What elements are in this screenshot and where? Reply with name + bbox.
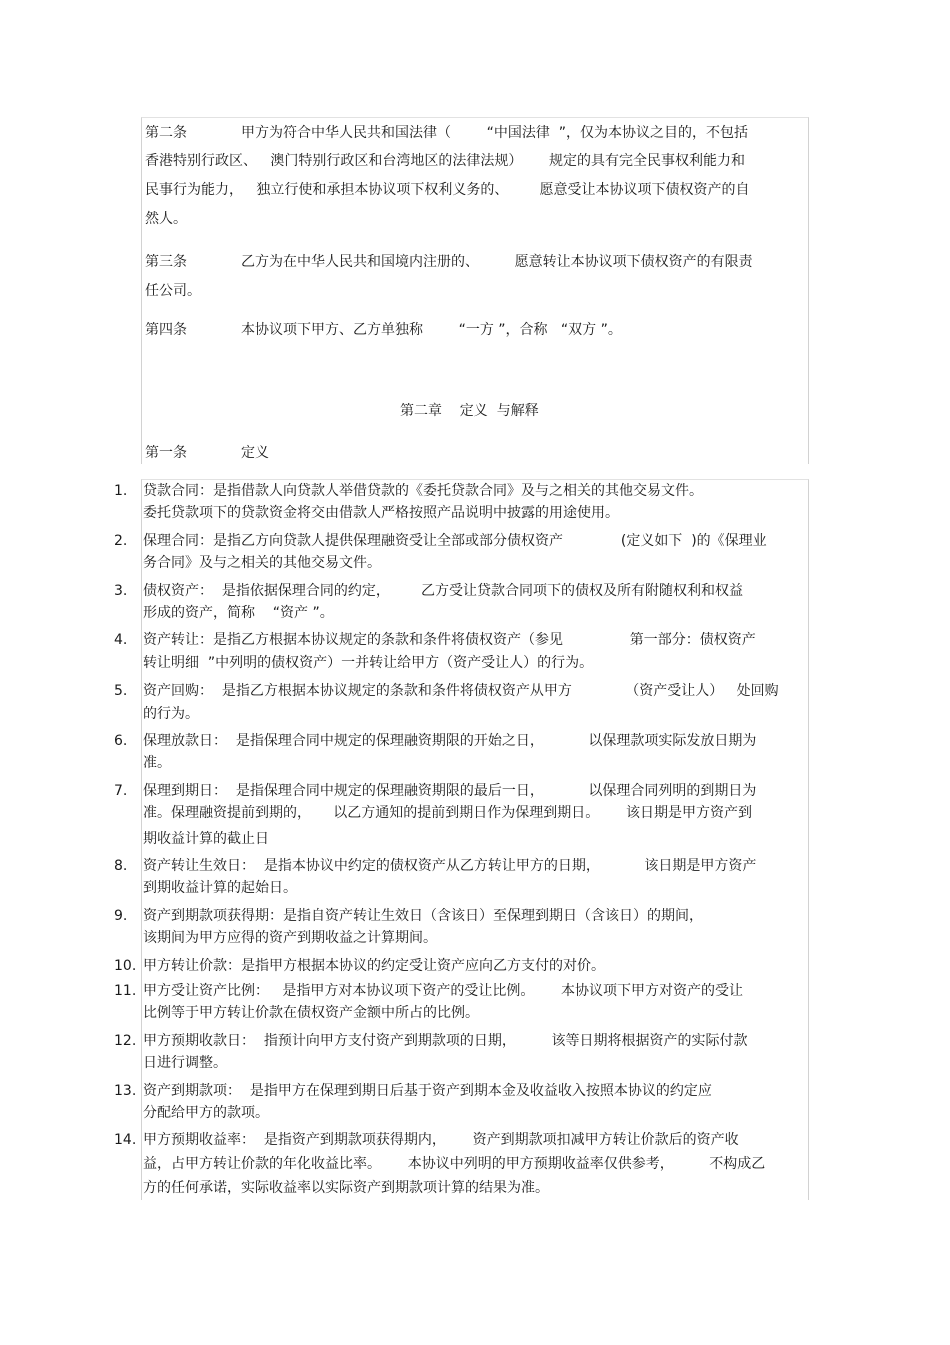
- item-number: 13.: [114, 1083, 137, 1099]
- item-text-line: 准。保理融资提前到期的， 以乙方通知的提前到期日作为保理到期日。 该日期是甲方资产到: [143, 805, 752, 821]
- item-text-line: 期收益计算的截止日: [143, 831, 269, 847]
- item-text-line: 保理到期日： 是指保理合同中规定的保理融资期限的最后一日， 以保理合同列明的到期日为: [143, 783, 757, 799]
- item-text-line: 比例等于甲方转让价款在债权资产金额中所占的比例。: [143, 1005, 479, 1021]
- item-text-line: 甲方预期收益率： 是指资产到期款项获得期内， 资产到期款项扣减甲方转让价款后的资产收: [143, 1132, 739, 1148]
- item-text-line: 资产转让生效日： 是指本协议中约定的债权资产从乙方转让甲方的日期， 该日期是甲方资产: [143, 858, 757, 874]
- item-text-line: 委托贷款项下的贷款资金将交由借款人严格按照产品说明中披露的用途使用。: [143, 505, 619, 521]
- article-text-line: 民事行为能力， 独立行使和承担本协议项下权利义务的、 愿意受让本协议项下债权资产的自: [145, 182, 750, 198]
- item-text-line: 到期收益计算的起始日。: [143, 880, 297, 896]
- item-text-line: 保理放款日： 是指保理合同中规定的保理融资期限的开始之日， 以保理款项实际发放日期为: [143, 733, 757, 749]
- item-text-line: 准。: [143, 755, 171, 771]
- item-text-line: 资产到期款项： 是指甲方在保理到期日后基于资产到期本金及收益收入按照本协议的约定应: [143, 1083, 712, 1099]
- item-text-line: 该期间为甲方应得的资产到期收益之计算期间。: [143, 930, 437, 946]
- item-text-line: 甲方转让价款：是指甲方根据本协议的约定受让资产应向乙方支付的对价。: [143, 958, 605, 974]
- article-text-line: 乙方为在中华人民共和国境内注册的、 愿意转让本协议项下债权资产的有限责: [241, 254, 753, 270]
- item-number: 9.: [114, 908, 128, 924]
- article-text-line: 甲方为符合中华人民共和国法律（ “中国法律 ”，仅为本协议之目的，不包括: [241, 125, 749, 141]
- item-number: 4.: [114, 632, 128, 648]
- article-label: 第四条: [145, 322, 187, 338]
- item-text-line: 转让明细 ”中列明的债权资产）一并转让给甲方（资产受让人）的行为。: [143, 655, 594, 671]
- section-title: 定义: [241, 445, 269, 461]
- article-text-line: 任公司。: [145, 283, 201, 299]
- item-number: 3.: [114, 583, 128, 599]
- item-number: 7.: [114, 783, 128, 799]
- item-number: 2.: [114, 533, 128, 549]
- item-text-line: 保理合同：是指乙方向贷款人提供保理融资受让全部或部分债权资产 (定义如下 )的《保理业: [143, 533, 767, 549]
- item-number: 14.: [114, 1132, 137, 1148]
- section-label: 第一条: [145, 445, 187, 461]
- item-text-line: 方的任何承诺，实际收益率以实际资产到期款项计算的结果为准。: [143, 1180, 549, 1196]
- article-text-line: 本协议项下甲方、乙方单独称 “一方 ”，合称 “双方 ”。: [241, 322, 622, 338]
- item-number: 5.: [114, 683, 128, 699]
- article-label: 第三条: [145, 254, 187, 270]
- item-text-line: 债权资产： 是指依据保理合同的约定， 乙方受让贷款合同项下的债权及所有附随权利和权益: [143, 583, 744, 599]
- item-text-line: 务合同》及与之相关的其他交易文件。: [143, 555, 381, 571]
- item-text-line: 日进行调整。: [143, 1055, 227, 1071]
- item-text-line: 资产回购： 是指乙方根据本协议规定的条款和条件将债权资产从甲方 （资产受让人） 处回购: [143, 683, 779, 699]
- item-text-line: 甲方受让资产比例： 是指甲方对本协议项下资产的受让比例。 本协议项下甲方对资产的受让: [143, 983, 744, 999]
- item-text-line: 益，占甲方转让价款的年化收益比率。 本协议中列明的甲方预期收益率仅供参考， 不构成乙: [143, 1156, 766, 1172]
- item-number: 6.: [114, 733, 128, 749]
- chapter-title: 第二章 定义 与解释: [400, 403, 539, 419]
- item-text-line: 贷款合同：是指借款人向贷款人举借贷款的《委托贷款合同》及与之相关的其他交易文件。: [143, 483, 703, 499]
- item-text-line: 的行为。: [143, 706, 199, 722]
- item-text-line: 分配给甲方的款项。: [143, 1105, 269, 1121]
- item-number: 10.: [114, 958, 137, 974]
- article-text-line: 香港特别行政区、 澳门特别行政区和台湾地区的法律法规） 规定的具有完全民事权利能力和: [145, 153, 746, 169]
- item-text-line: 形成的资产，简称 “资产 ”。: [143, 605, 334, 621]
- item-number: 12.: [114, 1033, 137, 1049]
- item-text-line: 甲方预期收款日： 指预计向甲方支付资产到期款项的日期， 该等日期将根据资产的实际付款: [143, 1033, 748, 1049]
- item-text-line: 资产转让：是指乙方根据本协议规定的条款和条件将债权资产（参见 第一部分：债权资产: [143, 632, 756, 648]
- item-number: 8.: [114, 858, 128, 874]
- article-text-line: 然人。: [145, 211, 187, 227]
- article-label: 第二条: [145, 125, 187, 141]
- item-text-line: 资产到期款项获得期：是指自资产转让生效日（含该日）至保理到期日（含该日）的期间，: [143, 908, 703, 924]
- item-number: 11.: [114, 983, 137, 999]
- item-number: 1.: [114, 483, 128, 499]
